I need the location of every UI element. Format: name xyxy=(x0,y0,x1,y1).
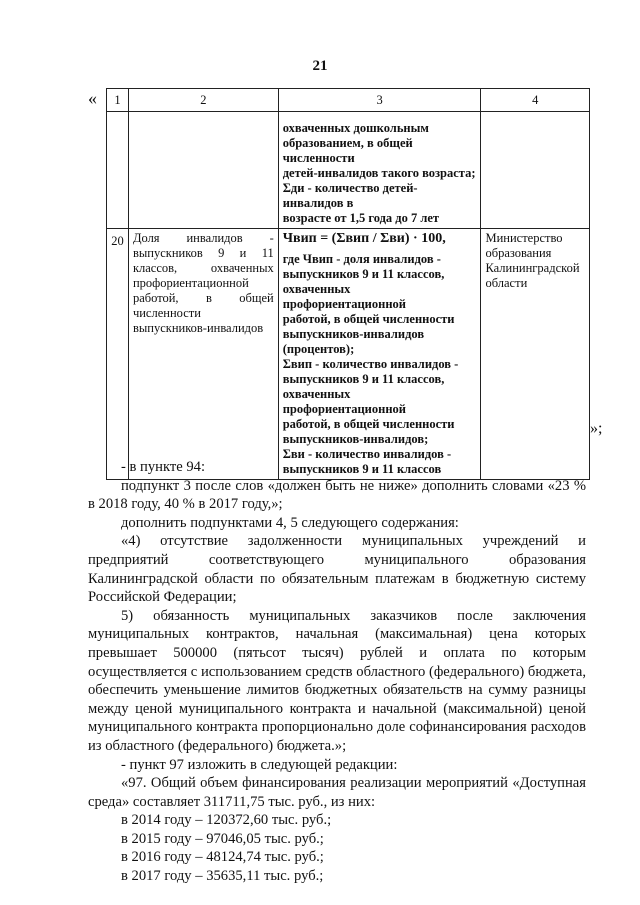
description-line: работой, в общей численности xyxy=(282,417,455,431)
opening-quote: « xyxy=(88,88,97,108)
description-line: выпускников-инвалидов; xyxy=(282,432,429,446)
description-line: Σди - количество детей-инвалидов в xyxy=(282,181,418,210)
paragraph: дополнить подпунктами 4, 5 следующего содержания: xyxy=(121,514,459,531)
description-line: где Чвип - доля инвалидов - xyxy=(282,252,441,266)
description-line: выпускников 9 и 11 классов xyxy=(282,462,442,476)
paragraph: «97. Общий объем финансирования реализации мероприятий «Доступная среда» составляет 311711,75 тыс. руб., из них: xyxy=(88,775,586,810)
funding-line-2016: в 2016 году – 48124,74 тыс. руб.; xyxy=(121,849,324,866)
continuation-description xyxy=(278,112,481,229)
cell-empty xyxy=(128,112,278,229)
description-line: детей-инвалидов такого возраста; xyxy=(282,166,476,180)
table-header-row xyxy=(107,89,590,112)
row-number: 20 xyxy=(107,229,129,480)
header-col-4: 4 xyxy=(481,89,590,112)
description-line: (процентов); xyxy=(282,342,355,356)
description-line: выпускников 9 и 11 классов, xyxy=(282,267,445,281)
description-line: Σви - количество инвалидов - xyxy=(282,447,452,461)
description-line: работой, в общей численности xyxy=(282,312,455,326)
description-line: выпускников-инвалидов xyxy=(282,327,425,341)
cell-empty xyxy=(481,112,590,229)
header-col-3: 3 xyxy=(278,89,481,112)
indicator-table xyxy=(106,88,590,480)
description-line: охваченных профориентационной xyxy=(282,387,406,416)
cell-empty xyxy=(107,112,129,229)
description-line: возрасте от 1,5 года до 7 лет xyxy=(282,211,440,225)
paragraph: - пункт 97 изложить в следующей редакции: xyxy=(121,756,398,773)
table-row-20 xyxy=(107,229,590,480)
paragraph: подпункт 3 после слов «должен быть не ниже» дополнить словами «23 % в 2018 году, 40 % в 2017 году,»; xyxy=(88,477,586,513)
calculation-method xyxy=(278,229,481,480)
description-line: охваченных дошкольным xyxy=(282,121,429,135)
paragraph: 5) обязанность муниципальных заказчиков после заключения муниципальных контрактов, начальная (максимальная) цена которых превышает 500000 (пятьсот тысяч) рублей и оплата по которым осуществляется с использованием средств областного (федерального) бюджета, обеспечить уменьшение лимитов бюджетных обязательств на сумму разницы между ценой муниципального контракта и начальной (максимальной) ценой муниципального контракта пропорционально доле софинансирования расходов из областного (федерального) бюджета.»; xyxy=(88,607,586,754)
page-number: 21 xyxy=(312,58,328,74)
indicator-name: Доля инвалидов - выпускников 9 и 11 классов, охваченных профориентационной работой, в общей численности выпускников-инвалидов xyxy=(128,229,278,480)
header-col-1: 1 xyxy=(107,89,129,112)
funding-line-2014: в 2014 году – 120372,60 тыс. руб.; xyxy=(121,812,332,829)
table-row-continuation xyxy=(107,112,590,229)
funding-line-2015: в 2015 году – 97046,05 тыс. руб.; xyxy=(121,830,324,847)
funding-line-2017: в 2017 году – 35635,11 тыс. руб.; xyxy=(121,868,324,885)
header-col-2: 2 xyxy=(128,89,278,112)
closing-quote: »; xyxy=(590,420,603,437)
description-line: Σвип - количество инвалидов - xyxy=(282,357,459,371)
description-line: образованием, в общей численности xyxy=(282,136,413,165)
amendment-text xyxy=(88,458,586,886)
description-line: охваченных профориентационной xyxy=(282,282,406,311)
description-line: выпускников 9 и 11 классов, xyxy=(282,372,445,386)
formula: Чвип = (Σвип / Σви) · 100, xyxy=(282,231,446,246)
paragraph: - в пункте 94: xyxy=(121,459,206,475)
responsible-body: Министерство образования Калининградской области xyxy=(481,229,590,480)
paragraph: «4) отсутствие задолженности муниципальных учреждений и предприятий соответствующего муниципального образования Калининградской области по обязательным платежам в бюджетную систему Российской Федерации; xyxy=(88,533,586,606)
